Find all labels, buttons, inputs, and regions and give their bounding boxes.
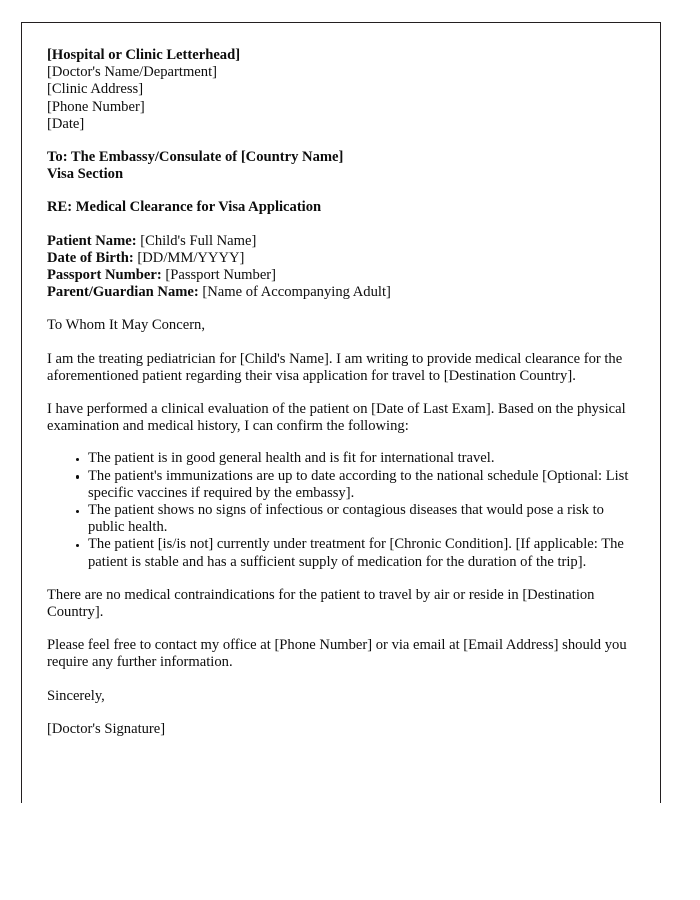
recipient-block [47,149,629,183]
patient-name-row [47,233,629,250]
signature-line: [Doctor's Signature] [47,720,166,737]
paragraph-contraindications-text: There are no medical contraindications for the patient to travel by air or reside in [Destination Country]. [47,586,595,621]
findings-list-item: The patient shows no signs of infectious or contagious diseases that would pose a risk to public health. [88,502,629,536]
letterhead-line-address: [Clinic Address] [47,81,144,98]
medical-clearance-letter [47,47,629,738]
paragraph-evaluation [47,401,629,435]
letterhead-block [47,47,629,133]
recipient-embassy-line: To: The Embassy/Consulate of [Country Name] [47,149,344,166]
passport-number-label: Passport Number: [47,267,162,284]
letterhead-line-phone: [Phone Number] [47,98,145,115]
patient-details-block [47,233,629,302]
paragraph-contact [47,637,629,671]
date-of-birth-value: [DD/MM/YYYY] [137,249,245,266]
passport-number-value: [Passport Number] [165,267,277,284]
recipient-section-line: Visa Section [47,166,124,183]
subject-line: RE: Medical Clearance for Visa Application [47,199,322,216]
guardian-name-label: Parent/Guardian Name: [47,284,199,301]
date-of-birth-label: Date of Birth: [47,249,134,266]
guardian-name-value: [Name of Accompanying Adult] [202,284,391,301]
findings-list-item: The patient is in good general health and is fit for international travel. [88,450,629,467]
patient-name-value: [Child's Full Name] [140,232,257,249]
closing-block [47,688,629,705]
date-of-birth-row [47,250,629,267]
salutation-block [47,317,629,334]
findings-list [47,450,629,570]
paragraph-evaluation-text: I have performed a clinical evaluation of the patient on [Date of Last Exam]. Based on the physical examination and medical history, I can confirm the following: [47,401,626,435]
document-page [21,22,661,803]
letterhead-line-hospital: [Hospital or Clinic Letterhead] [47,47,241,63]
findings-list-item: The patient [is/is not] currently under treatment for [Chronic Condition]. [If applicable: The patient is stable and has a sufficient supply of medication for the duration of the trip]. [88,536,629,570]
paragraph-intro-text: I am the treating pediatrician for [Child's Name]. I am writing to provide medical clearance for the aforementioned patient regarding their visa application for travel to [Destination Country]. [47,350,623,384]
paragraph-contraindications [47,587,629,621]
guardian-name-row [47,284,629,301]
paragraph-contact-text: Please feel free to contact my office at [Phone Number] or via email at [Email Address] should you require any further information. [47,637,627,671]
paragraph-intro [47,351,629,385]
letterhead-line-doctor: [Doctor's Name/Department] [47,64,217,81]
patient-name-label: Patient Name: [47,232,137,249]
salutation-line: To Whom It May Concern, [47,317,205,334]
letterhead-line-date: [Date] [47,115,85,132]
subject-block [47,199,629,216]
findings-list-item: The patient's immunizations are up to date according to the national schedule [Optional: List specific vaccines if required by the embassy]. [88,467,629,501]
signature-block [47,721,629,738]
passport-number-row [47,267,629,284]
document-body [47,47,629,738]
closing-line: Sincerely, [47,687,105,704]
